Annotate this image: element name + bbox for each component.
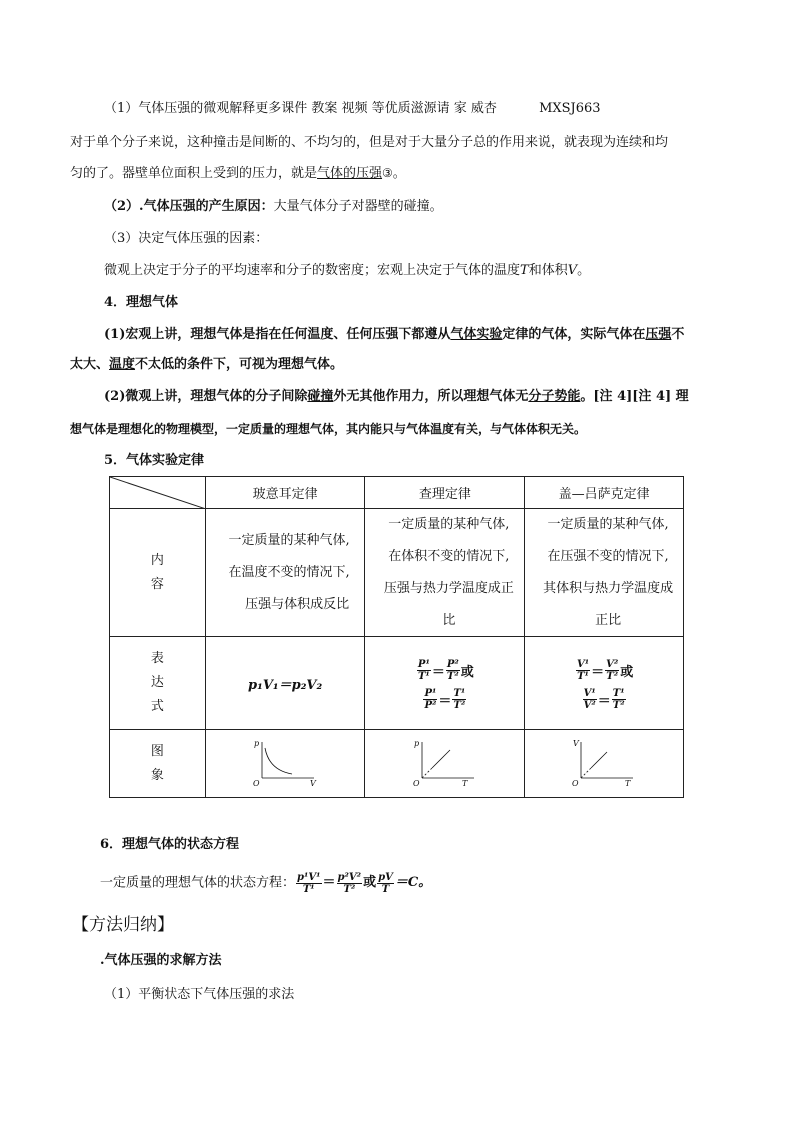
charles-isochore-graph: [410, 736, 480, 788]
gay-lussac-isobar-graph: [569, 736, 639, 788]
header-boyle: 玻意耳定律: [205, 477, 365, 509]
para-line: 匀的了。器壁单位面积上受到的压力，就是气体的压强③。: [70, 166, 406, 181]
svg-text:V: V: [310, 778, 316, 788]
svg-text:T: T: [625, 778, 631, 788]
svg-text:T: T: [461, 778, 468, 788]
expr-boyle: p₁V₁＝p₂V₂: [205, 637, 365, 730]
boyle-isotherm-graph: [250, 736, 320, 788]
svg-text:O: O: [253, 778, 260, 788]
para-line: 对于单个分子来说，这种撞击是间断的、不均匀的，但是对于大量分子总的作用来说，就表现为连续和均: [70, 135, 669, 150]
para-pressure-micro-title: （1）气体压强的微观解释更多课件 教案 视频 等优质滋源请 家 威杏 MXSJ663: [104, 101, 601, 116]
row-label-content: 内 容: [110, 509, 206, 637]
graph-gay-lussac: [525, 730, 684, 798]
svg-text:V: V: [573, 738, 579, 748]
ideal-gas-micro: (2)微观上讲，理想气体的分子间除碰撞外无其他作用力，所以理想气体无分子势能。[注 4][注 4] 理: [104, 389, 689, 404]
section-4-heading: 4．理想气体: [104, 295, 179, 310]
expr-charles: $\frac{\text{P¹}}{\text{T¹}}$ ＝ $\frac{\text{P²}}{\text{T²}}$ 或 $\frac{\text{P¹}}{\text{P²}}$ ＝ $\frac{\text{T¹}}{\text{T²}}$: [365, 637, 525, 730]
method-summary-title: 【方法归纳】: [72, 915, 174, 935]
table-row-expression: [110, 637, 684, 730]
para-pressure-factors-detail: 微观上决定于分子的平均速率和分子的数密度；宏观上决定于气体的温度T和体积V。: [104, 263, 591, 278]
para-pressure-cause: （2）.气体压强的产生原因：大量气体分子对器壁的碰撞。: [104, 199, 443, 214]
row-label-graph: 图 象: [110, 730, 206, 798]
table-corner-cell: [110, 477, 206, 509]
expr-gay-lussac: $\frac{\text{V¹}}{\text{T¹}}$ ＝ $\frac{\text{V²}}{\text{T²}}$ 或 $\frac{\text{V¹}}{\text{V²}}$ ＝ $\frac{\text{T¹}}{\text{T²}}$: [525, 637, 684, 730]
ideal-gas-macro-cont: 太大、温度不太低的条件下，可视为理想气体。: [70, 357, 344, 372]
content-boyle: 一定质量的某种气体, 在温度不变的情况下, 压强与体积成反比: [205, 509, 365, 637]
table-row-graph: [110, 730, 684, 798]
graph-boyle: [205, 730, 365, 798]
ideal-gas-macro: (1)宏观上讲，理想气体是指在任何温度、任何压强下都遵从气体实验定律的气体，实际气体在压强不: [104, 327, 685, 342]
section-5-heading: 5．气体实验定律: [104, 453, 205, 468]
svg-text:p: p: [413, 738, 419, 748]
section-6-heading: 6．理想气体的状态方程: [100, 837, 240, 852]
ideal-gas-state-equation: 一定质量的理想气体的状态方程： $\frac{\text{p¹V¹}}{\text{T¹}}$ ＝ $\frac{\text{p²V²}}{\text{T²}}$ 或 $\frac{pV}{T}$ ＝C。: [100, 871, 432, 895]
table-header-row: [110, 477, 684, 509]
svg-text:p: p: [254, 738, 260, 748]
method-subtitle: .气体压强的求解方法: [100, 953, 222, 968]
row-label-expression: 表 达 式: [110, 637, 206, 730]
svg-text:O: O: [412, 778, 420, 788]
gas-laws-table: [109, 476, 684, 798]
doc-code: MXSJ663: [539, 101, 601, 116]
graph-charles: [365, 730, 525, 798]
content-charles: 一定质量的某种气体, 在体积不变的情况下, 压强与热力学温度成正 比: [365, 509, 525, 637]
content-gay-lussac: 一定质量的某种气体, 在压强不变的情况下, 其体积与热力学温度成 正比: [525, 509, 684, 637]
para-pressure-factors: （3）决定气体压强的因素：: [104, 231, 269, 246]
svg-text:O: O: [572, 778, 579, 788]
table-row-content: [110, 509, 684, 637]
ideal-gas-micro-cont: 想气体是理想化的物理模型，一定质量的理想气体，其内能只与气体温度有关，与气体体积无关。: [70, 422, 587, 436]
header-charles: 查理定律: [365, 477, 525, 509]
header-gay-lussac: 盖—吕萨克定律: [525, 477, 684, 509]
method-item-1: （1）平衡状态下气体压强的求法: [104, 987, 295, 1002]
